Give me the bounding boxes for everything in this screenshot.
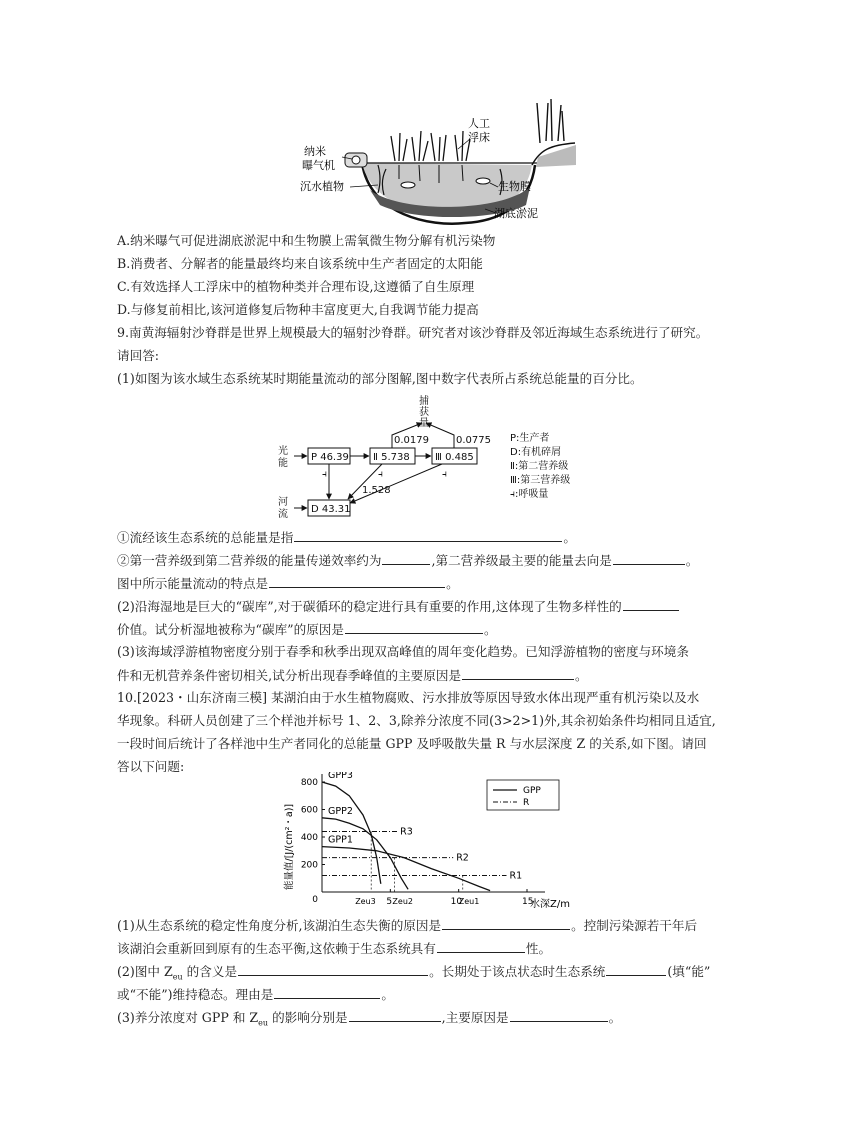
series-label: GPP3 — [328, 772, 353, 781]
series-label: R3 — [400, 826, 413, 838]
resp-ii: ⫞ — [378, 469, 383, 480]
series-gpp2 — [322, 818, 408, 890]
resp-iii: ⫞ — [442, 469, 447, 480]
legend-1: P:生产者 — [510, 433, 550, 444]
energy-flow-diagram — [270, 395, 600, 525]
origin-label: 0 — [312, 895, 318, 905]
q10-stem-2: 华现象。科研人员创建了三个样池并标号 1、2、3,除养分浓度不同(3>2>1)外,其余初始条件均相同且适宜, — [117, 713, 716, 728]
catch-1: 捕 — [419, 396, 429, 407]
q10-2: (2)图中 $Z_{eu}$ 的含义是 。长期处于该点状态时生态系统 (填“能” — [117, 964, 711, 982]
q9-stem-2: 请回答: — [117, 348, 160, 363]
label-floating-bed-2: 浮床 — [468, 131, 490, 144]
q8-option-b: B.消费者、分解者的能量最终均来自该系统中生产者固定的太阳能 — [117, 256, 483, 271]
q10-stem-4: 答以下问题: — [117, 759, 185, 774]
legend-r: R — [523, 798, 530, 808]
catch-2: 获 — [419, 407, 429, 418]
q9-1a: ①流经该生态系统的总能量是指 。 — [117, 530, 576, 545]
legend-3: Ⅱ:第二营养级 — [510, 461, 569, 472]
label-submerged: 沉水植物 — [300, 180, 344, 193]
series-gpp3 — [322, 782, 381, 884]
series-label: GPP1 — [328, 834, 353, 846]
q10-1b: 该湖泊会重新回到原有的生态平衡,这依赖于生态系统具有 性。 — [117, 941, 552, 956]
q10-3: (3)养分浓度对 GPP 和 $Z_{eu}$ 的影响分别是 ,主要原因是 。 — [117, 1010, 622, 1028]
y-tick-label: 400 — [300, 833, 318, 843]
q10-2b: 或“不能”)维持稳态。理由是 。 — [117, 987, 394, 1002]
q9-2b: 价值。试分析湿地被称为“碳库”的原因是 。 — [117, 622, 497, 637]
q9-part1-intro: (1)如图为该水域生态系统某时期能量流动的部分图解,图中数字代表所占系统总能量的百分比。 — [117, 371, 643, 386]
legend-5: ⫞:呼吸量 — [510, 489, 549, 500]
y-tick-label: 200 — [300, 860, 318, 871]
label-sludge: 湖底淤泥 — [494, 207, 538, 220]
label-floating-bed-1: 人工 — [468, 117, 490, 130]
light-2: 能 — [278, 458, 288, 469]
series-label: GPP2 — [328, 805, 353, 817]
q8-option-c: C.有效选择人工浮床中的植物种类并合理布设,这遵循了自生原理 — [117, 279, 475, 294]
label-biofilm: 生物膜 — [498, 180, 531, 193]
river-1: 河 — [278, 497, 288, 508]
box-ii: Ⅱ 5.738 — [373, 452, 410, 463]
x-tick-label: 15 — [522, 897, 534, 907]
label-nano: 纳米 — [304, 145, 326, 158]
value-catch-iii: 0.0775 — [456, 435, 491, 446]
q9-2a: (2)沿海湿地是巨大的“碳库”,对于碳循环的稳定进行具有重要的作用,这体现了生物多样性的 — [117, 598, 680, 615]
river-2: 流 — [278, 509, 288, 520]
legend-2: D:有机碎屑 — [510, 447, 562, 458]
series-label: R2 — [456, 852, 469, 864]
q10-stem-3: 一段时间后统计了各样池中生产者同化的总能量 GPP 及呼吸散失量 R 与水层深度 Z 的关系,如下图。请回 — [117, 736, 707, 751]
x-tick-label: 10 — [450, 897, 463, 907]
q8-option-a: A.纳米曝气可促进湖底淤泥中和生物膜上需氧微生物分解有机污染物 — [117, 233, 496, 248]
q9-1c: 图中所示能量流动的特点是 。 — [117, 576, 459, 591]
q9-3a: (3)该海域浮游植物密度分别于春季和秋季出现双高峰值的周年变化趋势。已知浮游植物的密度与环境条 — [117, 644, 689, 659]
box-p: P 46.39 — [311, 452, 349, 463]
y-tick-label: 600 — [300, 805, 318, 816]
resp-p: ⫞ — [322, 469, 327, 480]
light-1: 光 — [278, 446, 288, 457]
chart-xlabel: 水深Z/m — [530, 899, 570, 910]
box-d: D 43.31 — [311, 504, 351, 515]
legend-gpp: GPP — [523, 786, 541, 796]
legend-4: Ⅲ:第三营养级 — [510, 475, 571, 486]
lake-figure — [300, 95, 580, 230]
zeu-label: Zeu2 — [392, 897, 413, 906]
chart-ylabel: 能量值/[J/(cm²・a)] — [284, 803, 295, 890]
label-aerator: 曝气机 — [302, 159, 335, 172]
q10-stem-1: 10.[2023・山东济南三模] 某湖泊由于水生植物腐败、污水排放等原因导致水体出现严重有机污染以及水 — [117, 690, 700, 705]
zeu-label: Zeu3 — [355, 897, 376, 906]
box-iii: Ⅲ 0.485 — [435, 452, 474, 463]
gpp-r-chart — [282, 772, 572, 912]
x-tick-label: 5 — [386, 897, 393, 907]
q10-1: (1)从生态系统的稳定性角度分析,该湖泊生态失衡的原因是 。控制污染源若干年后 — [117, 918, 698, 933]
series-label: R1 — [509, 870, 523, 882]
q9-1b: ②第一营养级到第二营养级的能量传递效率约为 ,第二营养级最主要的能量去向是 。 — [117, 553, 699, 568]
y-tick-label: 800 — [300, 778, 318, 788]
value-ii-d: 1.528 — [362, 485, 391, 496]
q9-3b: 件和无机营养条件密切相关,试分析出现春季峰值的主要原因是 。 — [117, 668, 588, 683]
q8-option-d: D.与修复前相比,该河道修复后物种丰富度更大,自我调节能力提高 — [117, 302, 479, 317]
q9-stem: 9.南黄海辐射沙脊群是世界上规模最大的辐射沙脊群。研究者对该沙脊群及邻近海域生态系统进行了研究。 — [117, 325, 709, 340]
value-catch-ii: 0.0179 — [394, 435, 429, 446]
catch-3: 量 — [419, 418, 429, 429]
zeu-label: Zeu1 — [458, 897, 480, 906]
